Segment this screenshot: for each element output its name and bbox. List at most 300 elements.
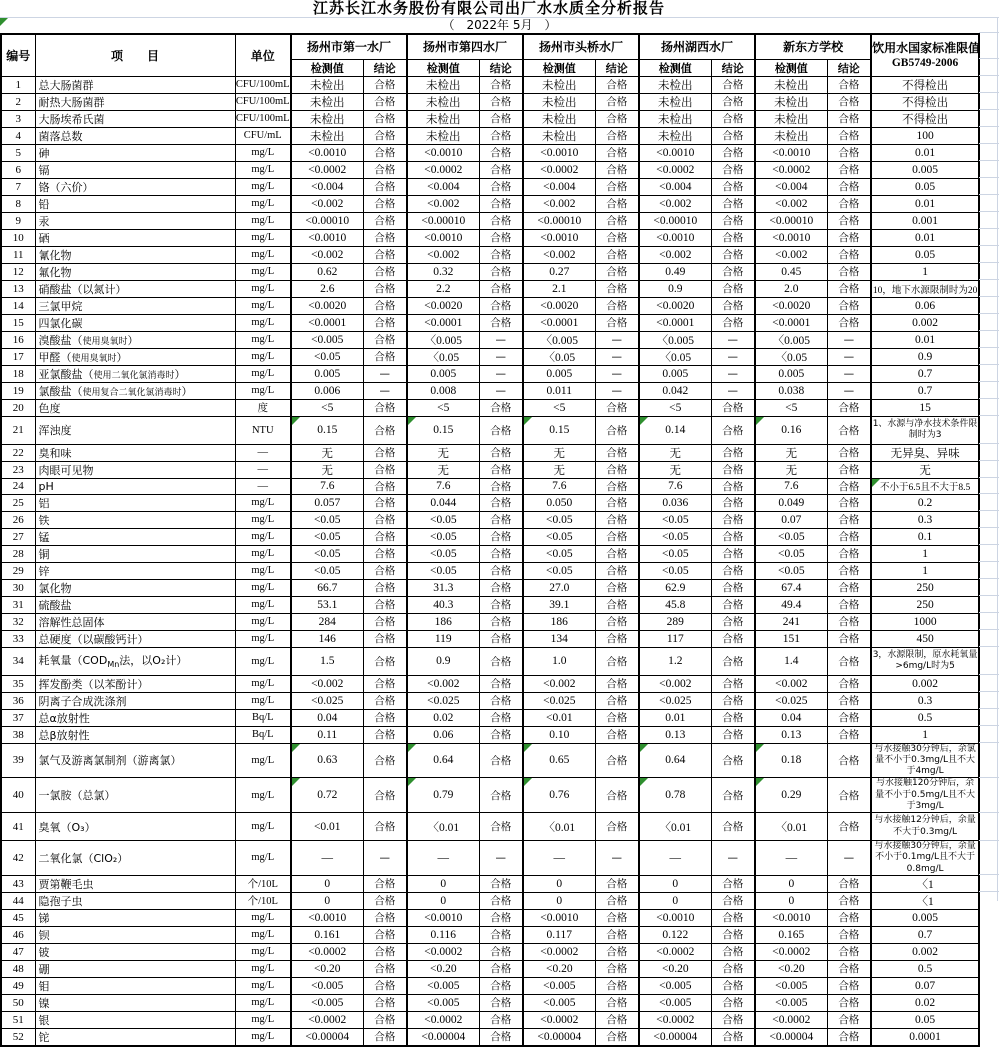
cell-result: — [479,365,523,382]
row-number: 42 [1,841,35,876]
cell-result: 合格 [711,994,755,1011]
sheet-gridline [979,211,999,212]
row-number: 47 [1,943,35,960]
unit: mg/L [235,647,291,675]
cell-result: 合格 [479,399,523,416]
cell-value: 2.0 [755,280,827,297]
table-row [1,314,979,331]
row-number: 32 [1,613,35,630]
cell-value: <0.002 [755,246,827,263]
cell-result: 合格 [711,709,755,726]
cell-value: 289 [639,613,711,630]
item-name: 锰 [35,528,235,545]
cell-value: 未检出 [407,110,479,127]
cell-result: — [363,841,407,876]
cell-value: <0.0002 [639,943,711,960]
row-number: 31 [1,596,35,613]
cell-value: <0.002 [639,246,711,263]
cell-result: 合格 [711,596,755,613]
cell-value: 241 [755,613,827,630]
item-name: 铅 [35,195,235,212]
cell-result: 合格 [827,675,871,692]
unit: CFU/100mL [235,76,291,93]
cell-value: <0.05 [639,545,711,562]
cell-result: 合格 [479,127,523,144]
cell-value: 〈0.01 [755,813,827,841]
cell-value: 未检出 [639,76,711,93]
cell-result: 合格 [595,613,639,630]
cell-result: 合格 [595,461,639,478]
cell-result: 合格 [827,93,871,110]
cell-value: <0.05 [407,562,479,579]
standard-limit: 0.0001 [871,1028,979,1046]
cell-result: 合格 [363,675,407,692]
cell-value: <0.0002 [755,943,827,960]
item-name: 镍 [35,994,235,1011]
cell-result: 合格 [711,977,755,994]
unit: mg/L [235,630,291,647]
cell-result: — [479,331,523,348]
cell-result: 合格 [479,416,523,444]
cell-result: 合格 [711,161,755,178]
cell-result: — [827,331,871,348]
cell-value: 0.49 [639,263,711,280]
cell-value: <0.005 [523,994,595,1011]
cell-result: 合格 [363,926,407,943]
cell-value: 0.02 [407,709,479,726]
sub-header-result: 结论 [711,59,755,76]
cell-result: 合格 [711,195,755,212]
row-number: 11 [1,246,35,263]
cell-value: <0.0002 [523,1011,595,1028]
item-name: 大肠埃希氏菌 [35,110,235,127]
cell-value: <0.0010 [523,909,595,926]
cell-result: 合格 [363,212,407,229]
cell-result: 合格 [363,348,407,365]
cell-result: 合格 [711,562,755,579]
cell-value: <0.00010 [755,212,827,229]
cell-value: <0.0010 [407,229,479,246]
sheet-gridline [979,194,999,195]
cell-value: 1.2 [639,647,711,675]
cell-result: 合格 [827,246,871,263]
cell-result: 合格 [479,212,523,229]
item-name: 砷 [35,144,235,161]
cell-result: — [827,348,871,365]
cell-value: 0.64 [407,743,479,778]
unit: mg/L [235,675,291,692]
cell-value: <0.004 [291,178,363,195]
cell-value: <0.05 [523,528,595,545]
cell-result: 合格 [363,461,407,478]
cell-result: 合格 [479,110,523,127]
cell-value: 未检出 [639,127,711,144]
cell-result: 合格 [827,778,871,813]
cell-result: 合格 [595,478,639,494]
cell-value: 146 [291,630,363,647]
standard-limit: 0.02 [871,994,979,1011]
cell-value: 无 [407,461,479,478]
cell-value: <0.005 [407,994,479,1011]
row-number: 17 [1,348,35,365]
cell-value: 〈0.05 [523,348,595,365]
cell-result: 合格 [363,892,407,909]
cell-result: 合格 [711,528,755,545]
cell-value: <0.05 [291,511,363,528]
cell-result: 合格 [363,562,407,579]
cell-result: 合格 [827,144,871,161]
row-number: 7 [1,178,35,195]
cell-result: 合格 [479,263,523,280]
cell-result: 合格 [479,579,523,596]
cell-value: <0.002 [291,195,363,212]
cell-result: 合格 [827,926,871,943]
cell-result: 合格 [479,926,523,943]
cell-result: 合格 [363,778,407,813]
cell-result: 合格 [827,263,871,280]
cell-result: — [363,365,407,382]
cell-result: 合格 [711,545,755,562]
sheet-gridline-vertical [997,17,998,901]
standard-limit: 250 [871,579,979,596]
sub-header-result: 结论 [479,59,523,76]
item-name: 氟化物 [35,263,235,280]
cell-value: 〈0.05 [755,348,827,365]
cell-value: 39.1 [523,596,595,613]
cell-value: <0.004 [523,178,595,195]
standard-limit: 1 [871,726,979,743]
cell-result: 合格 [479,692,523,709]
cell-value: 〈0.01 [523,813,595,841]
sheet-gridline [979,177,999,178]
sheet-gridline [979,742,999,743]
unit: mg/L [235,382,291,399]
cell-value: 未检出 [407,93,479,110]
unit: 度 [235,399,291,416]
cell-result: 合格 [363,545,407,562]
cell-value: 2.6 [291,280,363,297]
cell-value: 0.79 [407,778,479,813]
cell-value: 0 [523,892,595,909]
cell-value: 0.45 [755,263,827,280]
cell-value: <5 [407,399,479,416]
cell-value: <0.0010 [639,909,711,926]
unit: mg/L [235,314,291,331]
cell-value: <0.05 [755,545,827,562]
item-name: 二氧化氯（ClO₂） [35,841,235,876]
cell-result: — [595,348,639,365]
cell-value: <0.05 [407,511,479,528]
cell-result: 合格 [711,892,755,909]
cell-result: 合格 [711,960,755,977]
table-row [1,960,979,977]
table-row [1,926,979,943]
cell-value: 无 [291,444,363,461]
cell-result: 合格 [363,596,407,613]
table-row [1,892,979,909]
item-name: 锌 [35,562,235,579]
cell-result: 合格 [711,692,755,709]
cell-value: <0.0002 [639,161,711,178]
cell-value: <0.004 [639,178,711,195]
cell-value: <0.0010 [291,144,363,161]
item-name: 贾第鞭毛虫 [35,875,235,892]
table-row [1,726,979,743]
cell-result: 合格 [827,461,871,478]
item-name: 铍 [35,943,235,960]
sheet-gridline [979,561,999,562]
cell-result: 合格 [479,743,523,778]
cell-value: 2.1 [523,280,595,297]
plant-header-1: 扬州市第一水厂 [291,34,407,59]
row-number: 52 [1,1028,35,1046]
row-number: 30 [1,579,35,596]
table-row [1,813,979,841]
sheet-gridline [979,32,999,33]
cell-value: 0.18 [755,743,827,778]
cell-value: <0.005 [291,331,363,348]
sub-header-value: 检测值 [755,59,827,76]
row-number: 40 [1,778,35,813]
cell-value: <0.0002 [755,161,827,178]
cell-result: 合格 [711,647,755,675]
cell-result: 合格 [711,212,755,229]
standard-limit: 1 [871,263,979,280]
standard-limit: 0.05 [871,246,979,263]
sheet-gridline [979,330,999,331]
standard-limit: 与水接触120分钟后，余量不小于0.5mg/L且不大于3mg/L [871,778,979,813]
sub-header-result: 结论 [363,59,407,76]
table-row [1,1011,979,1028]
cell-result: 合格 [827,909,871,926]
cell-result: 合格 [479,76,523,93]
table-row [1,110,979,127]
cell-value: <0.0002 [523,943,595,960]
cell-value: 未检出 [291,110,363,127]
item-name: 钡 [35,926,235,943]
cell-result: 合格 [595,875,639,892]
unit: mg/L [235,280,291,297]
row-number: 9 [1,212,35,229]
sheet-gridline [979,126,999,127]
cell-result: 合格 [827,743,871,778]
item-name: 隐孢子虫 [35,892,235,909]
cell-result: 合格 [827,545,871,562]
row-number: 46 [1,926,35,943]
table-row [1,562,979,579]
cell-result: 合格 [363,511,407,528]
cell-value: <0.025 [407,692,479,709]
cell-result: 合格 [827,692,871,709]
standard-limit: 不小于6.5且不大于8.5 [871,478,979,494]
plant-header-3: 扬州市头桥水厂 [523,34,639,59]
cell-result: — [827,841,871,876]
cell-value: 0 [755,875,827,892]
row-number: 33 [1,630,35,647]
sheet-gridline [979,646,999,647]
cell-value: <0.05 [755,528,827,545]
sheet-gridline [979,143,999,144]
cell-value: 0.057 [291,494,363,511]
sheet-gridline [979,443,999,444]
standard-limit: 1、水源与净水技术条件限制时为3 [871,416,979,444]
item-name: 总β放射性 [35,726,235,743]
cell-result: 合格 [363,246,407,263]
standard-limit: 0.7 [871,926,979,943]
cell-value: 无 [639,444,711,461]
cell-value: 0.050 [523,494,595,511]
cell-result: 合格 [595,994,639,1011]
cell-result: 合格 [595,892,639,909]
cell-result: 合格 [827,297,871,314]
cell-result: 合格 [711,76,755,93]
cell-result: 合格 [479,280,523,297]
item-name: 银 [35,1011,235,1028]
cell-result: 合格 [363,399,407,416]
unit: mg/L [235,909,291,926]
cell-value: 未检出 [755,93,827,110]
cell-result: 合格 [595,416,639,444]
unit: mg/L [235,545,291,562]
cell-value: 0.005 [639,365,711,382]
cell-result: 合格 [827,709,871,726]
cell-result: 合格 [595,246,639,263]
unit: mg/L [235,841,291,876]
cell-value: <0.025 [755,692,827,709]
cell-value: 40.3 [407,596,479,613]
unit: mg/L [235,229,291,246]
cell-value: 0.15 [291,416,363,444]
row-number: 44 [1,892,35,909]
cell-value: <0.05 [523,545,595,562]
standard-limit: 100 [871,127,979,144]
cell-value: <0.0002 [639,1011,711,1028]
table-row [1,229,979,246]
cell-result: 合格 [711,297,755,314]
row-number: 13 [1,280,35,297]
cell-value: 7.6 [407,478,479,494]
cell-value: 0.10 [523,726,595,743]
table-row [1,195,979,212]
cell-value: <0.00004 [755,1028,827,1046]
cell-result: 合格 [363,280,407,297]
item-name: 硝酸盐（以氮计） [35,280,235,297]
cell-result: 合格 [827,444,871,461]
cell-result: — [479,841,523,876]
standard-limit: 与水接触30分钟后，余量不小于0.1mg/L且不大于0.8mg/L [871,841,979,876]
cell-value: <0.005 [291,977,363,994]
cell-value: 1.0 [523,647,595,675]
cell-result: 合格 [827,875,871,892]
table-row [1,994,979,1011]
unit: CFU/mL [235,127,291,144]
unit: Bq/L [235,726,291,743]
cell-value: 0.049 [755,494,827,511]
cell-result: 合格 [363,178,407,195]
cell-result: 合格 [479,314,523,331]
item-name: 硼 [35,960,235,977]
cell-result: 合格 [595,1028,639,1046]
cell-result: 合格 [595,692,639,709]
item-name: 甲醛（使用臭氧时） [35,348,235,365]
cell-result: 合格 [363,813,407,841]
table-row [1,977,979,994]
standard-limit: 0.2 [871,494,979,511]
cell-result: 合格 [827,195,871,212]
unit: mg/L [235,613,291,630]
sheet-gridline [979,279,999,280]
cell-result: 合格 [595,596,639,613]
cell-value: <0.20 [755,960,827,977]
cell-value: <0.002 [291,246,363,263]
row-number: 23 [1,461,35,478]
cell-result: 合格 [479,528,523,545]
table-row [1,909,979,926]
standard-limit: 与水接触12分钟后，余量不大于0.3mg/L [871,813,979,841]
item-name: 铬（六价） [35,178,235,195]
cell-result: 合格 [827,416,871,444]
table-row [1,709,979,726]
item-name: 汞 [35,212,235,229]
sheet-gridline [979,477,999,478]
cell-result: 合格 [363,444,407,461]
cell-result: 合格 [711,478,755,494]
cell-result: — [595,365,639,382]
cell-value: 0.036 [639,494,711,511]
cell-result: 合格 [711,444,755,461]
cell-value: 67.4 [755,579,827,596]
sheet-gridline [979,313,999,314]
cell-value: <0.20 [407,960,479,977]
cell-result: 合格 [479,461,523,478]
cell-value: <0.0020 [755,297,827,314]
item-name: 耐热大肠菌群 [35,93,235,110]
cell-result: 合格 [363,478,407,494]
cell-value: 134 [523,630,595,647]
table-row [1,144,979,161]
cell-result: 合格 [827,127,871,144]
standard-limit: 0.05 [871,178,979,195]
cell-value: <0.20 [291,960,363,977]
cell-result: 合格 [363,1011,407,1028]
unit: mg/L [235,692,291,709]
cell-result: 合格 [363,195,407,212]
unit: mg/L [235,813,291,841]
cell-value: 0.13 [639,726,711,743]
cell-value: 〈0.01 [639,813,711,841]
cell-result: 合格 [363,977,407,994]
table-row [1,280,979,297]
cell-result: 合格 [363,229,407,246]
cell-result: — [595,382,639,399]
cell-result: 合格 [827,579,871,596]
sheet-gridline [979,415,999,416]
cell-result: 合格 [363,263,407,280]
unit: CFU/100mL [235,110,291,127]
unit: mg/L [235,960,291,977]
row-number: 34 [1,647,35,675]
cell-result: 合格 [595,399,639,416]
standard-limit: 0.01 [871,195,979,212]
standard-limit: 0.05 [871,1011,979,1028]
cell-result: 合格 [827,110,871,127]
unit: mg/L [235,263,291,280]
cell-result: 合格 [595,212,639,229]
cell-result: 合格 [595,511,639,528]
cell-result: 合格 [595,977,639,994]
unit: mg/L [235,1028,291,1046]
row-number: 49 [1,977,35,994]
